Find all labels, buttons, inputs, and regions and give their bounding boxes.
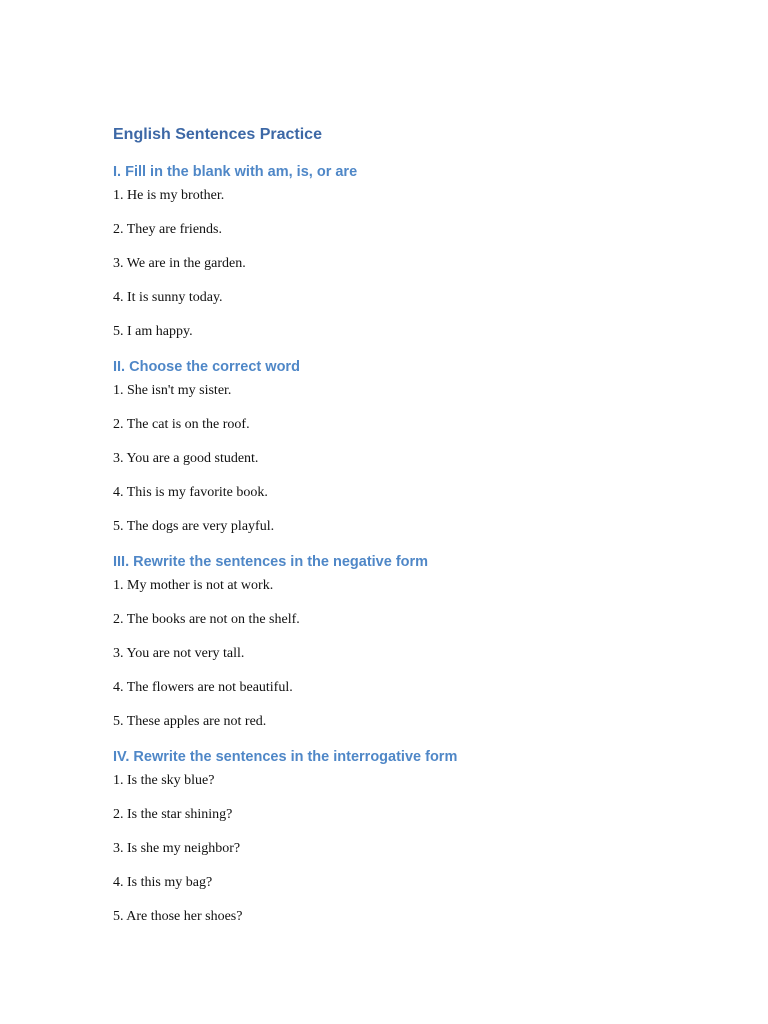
section-negative-form <box>113 553 673 731</box>
sentence-item: 1. Is the sky blue? <box>113 773 215 788</box>
section-heading: IV. Rewrite the sentences in the interrogative form <box>113 749 458 765</box>
section-heading: III. Rewrite the sentences in the negative form <box>113 554 429 570</box>
document-title: English Sentences Practice <box>113 126 322 143</box>
sentence-item: 3. Is she my neighbor? <box>113 841 241 856</box>
sentence-item: 5. These apples are not red. <box>113 714 267 729</box>
sentence-item: 4. The flowers are not beautiful. <box>113 680 293 695</box>
section-choose-word <box>113 358 673 536</box>
sentence-item: 3. You are not very tall. <box>113 646 245 661</box>
document-page <box>113 124 673 943</box>
section-heading: I. Fill in the blank with am, is, or are <box>113 164 358 180</box>
sentence-item: 2. Is the star shining? <box>113 807 233 822</box>
sentence-item: 5. I am happy. <box>113 324 193 339</box>
sentence-item: 3. We are in the garden. <box>113 256 246 271</box>
sentence-item: 1. My mother is not at work. <box>113 578 274 593</box>
sentence-item: 2. The cat is on the roof. <box>113 417 250 432</box>
sentence-item: 2. The books are not on the shelf. <box>113 612 300 627</box>
sentence-item: 1. He is my brother. <box>113 188 225 203</box>
sentence-item: 1. She isn't my sister. <box>113 383 232 398</box>
sentence-item: 4. This is my favorite book. <box>113 485 268 500</box>
section-heading: II. Choose the correct word <box>113 359 300 375</box>
section-fill-in-blank <box>113 163 673 341</box>
sentence-item: 2. They are friends. <box>113 222 222 237</box>
section-interrogative-form <box>113 748 673 926</box>
sentence-item: 5. Are those her shoes? <box>113 909 243 924</box>
sentence-item: 4. Is this my bag? <box>113 875 213 890</box>
sentence-item: 5. The dogs are very playful. <box>113 519 275 534</box>
sentence-item: 4. It is sunny today. <box>113 290 223 305</box>
sentence-item: 3. You are a good student. <box>113 451 259 466</box>
